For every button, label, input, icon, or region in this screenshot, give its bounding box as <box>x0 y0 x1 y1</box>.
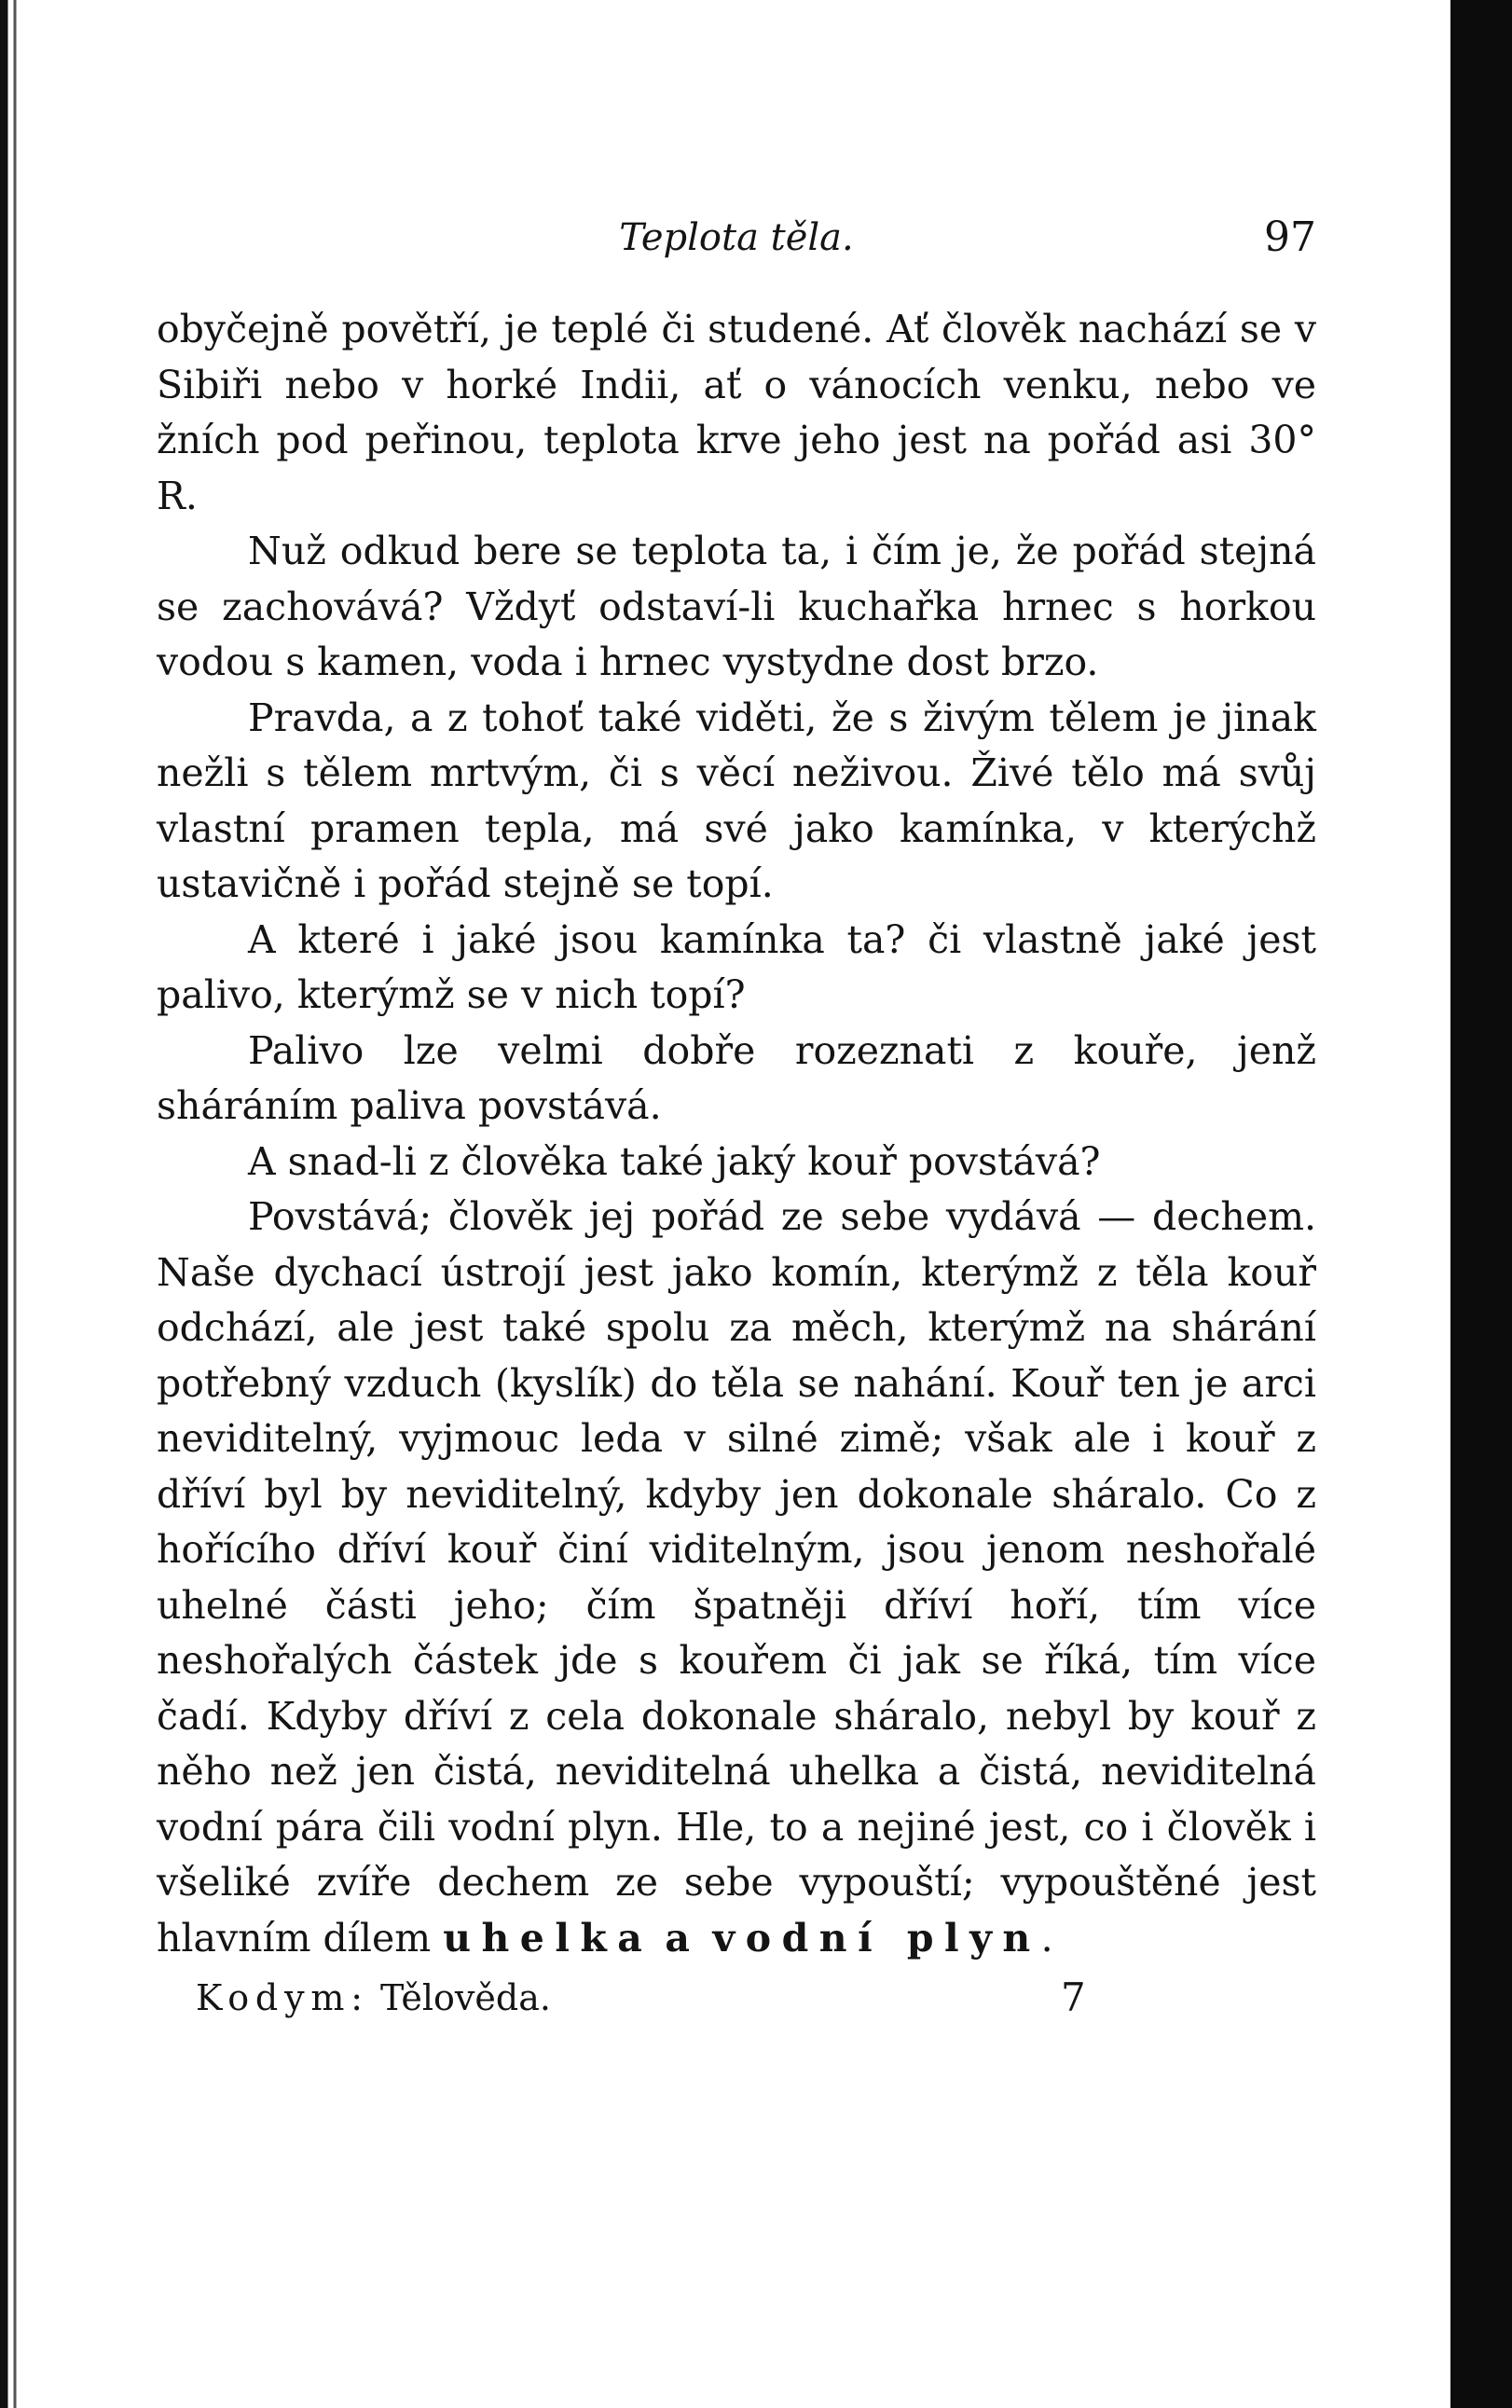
page-footer <box>157 1972 1316 2024</box>
paragraph-5: Palivo lze velmi dobře rozeznati z kouře, jenž sháráním paliva povstává. <box>157 1027 1316 1128</box>
paragraph-6: A snad-li z člověka také jaký kouř povstává? <box>248 1138 1101 1184</box>
signature-title: Tělověda. <box>380 1977 551 2018</box>
paragraph-4: A které i jaké jsou kamínka ta? či vlastně jaké jest palivo, kterýmž se v nich topí? <box>157 916 1316 1017</box>
paragraph-1: obyčejně povětří, je teplé či studené. Ať člověk nachází se v Sibiři nebo v horké Indii, ať o vánocích venku, nebo ve žních pod peřinou, teplota krve jeho jest na pořád asi 30° R. <box>157 307 1316 518</box>
sheet-number: 7 <box>1061 1975 1086 2020</box>
body-text <box>157 302 1316 1966</box>
printer-signature <box>196 1972 551 2024</box>
running-title: Teplota těla. <box>619 216 854 259</box>
emphasis-uhelka: uhelka <box>443 1915 653 1961</box>
paragraph-3: Pravda, a z tohoť také viděti, že s živým tělem je jinak nežli s tělem mrtvým, či s věcí neživou. Živé tělo má svůj vlastní pramen tepla, má své jako kamínka, v kterýchž ustavičně i pořád stejně se topí. <box>157 695 1316 906</box>
paragraph-7 <box>157 1190 1316 1966</box>
page-header <box>157 214 1316 270</box>
scan-left-edge <box>0 0 22 2408</box>
paragraph-2: Nuž odkud bere se teplota ta, i čím je, že pořád stejná se zachovává? Vždyť odstaví-li kuchařka hrnec s horkou vodou s kamen, voda i hrnec vystydne dost brzo. <box>157 529 1316 684</box>
paragraph-7-text: Povstává; člověk jej pořád ze sebe vydává — dechem. Naše dychací ústrojí jest jako komín, kterýmž z těla kouř odchází, ale jest také spolu za měch, kterýmž na shárání potřebný vzduch (kyslík) do těla se nahání. Kouř ten je arci neviditelný, vyjmouc leda v silné zimě; však ale i kouř z dříví byl by neviditelný, kdyby jen dokonale sháralo. Co z hořícího dříví kouř činí viditelným, jsou jenom neshořalé uhelné části jeho; čím špatněji dříví hoří, tím více neshořalých částek jde s kouřem či jak se říká, tím více čadí. Kdyby dříví z cela dokonale sháralo, nebyl by kouř z něho než jen čistá, neviditelná uhelka a čistá, neviditelná vodní pára čili vodní plyn. Hle, to a nejiné jest, co i člověk i všeliké zvíře dechem ze sebe vypouští; vypouštěné jest hlavním dílem <box>157 1194 1316 1961</box>
scan-right-edge <box>1450 0 1512 2408</box>
page-number: 97 <box>1264 213 1316 261</box>
emphasis-vodni-plyn: vodní plyn <box>712 1915 1041 1961</box>
paragraph-7-end: . <box>1040 1915 1053 1961</box>
book-page <box>157 214 1316 2024</box>
signature-author: Kodym: <box>196 1977 369 2018</box>
emphasis-conjunction: a <box>665 1915 701 1961</box>
